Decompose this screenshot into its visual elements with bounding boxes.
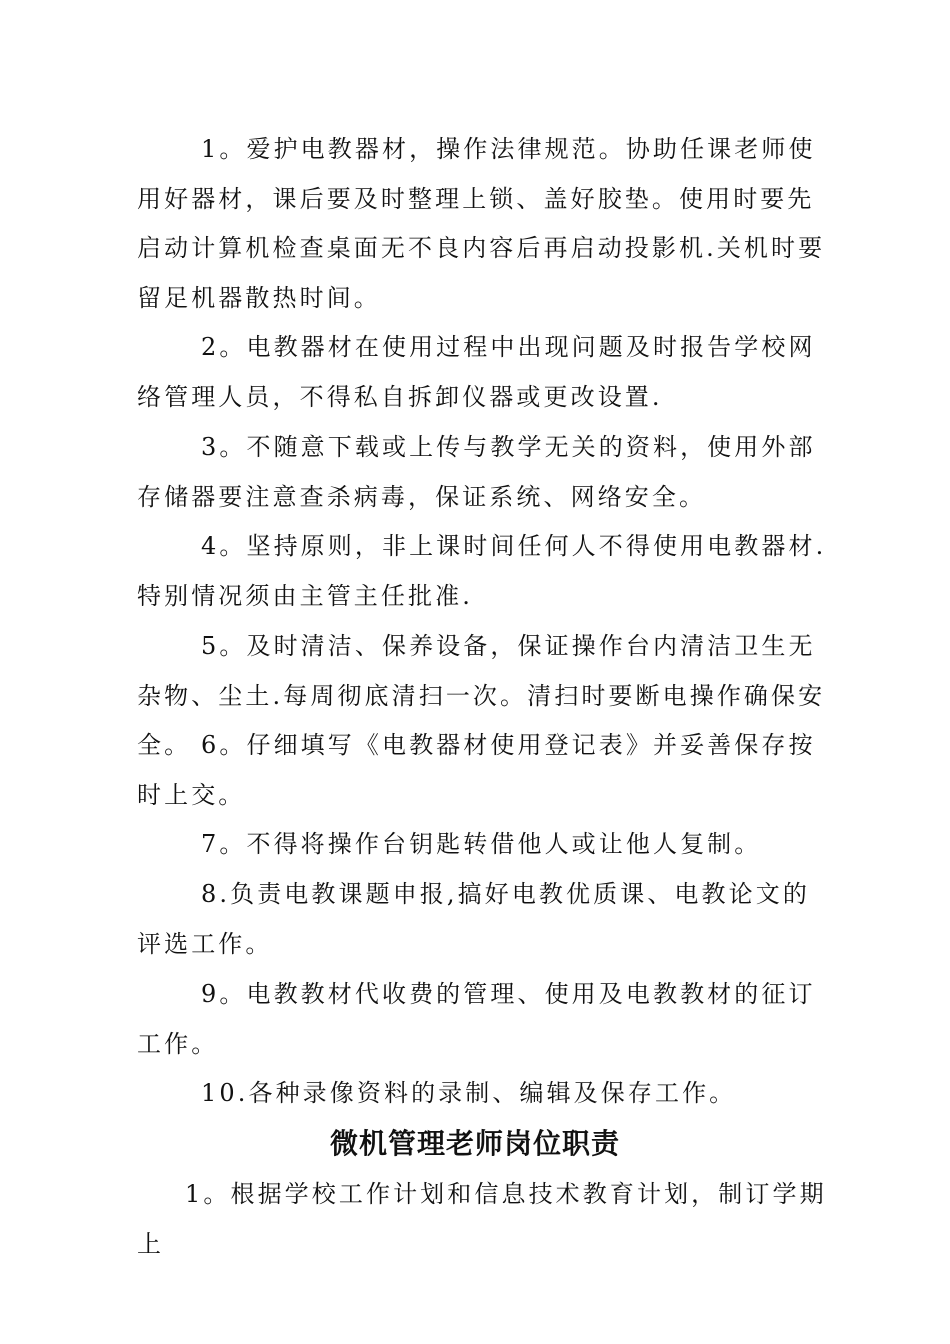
paragraph-4: 4。坚持原则，非上课时间任何人不得使用电教器材.特别情况须由主管主任批准. (137, 532, 827, 610)
section-paragraph-1: 1。根据学校工作计划和信息技术教育计划，制订学期上 (137, 1180, 827, 1258)
section-heading: 微机管理老师岗位职责 (329, 1127, 620, 1160)
paragraph-8: 8.负责电教课题申报,搞好电教优质课、电教论文的评选工作。 (137, 880, 810, 958)
paragraph-9: 9。电教教材代收费的管理、使用及电教教材的征订工作。 (137, 980, 816, 1058)
paragraph-3: 3。不随意下载或上传与教学无关的资料，使用外部存储器要注意查杀病毒，保证系统、网络安全。 (137, 433, 816, 511)
paragraph-7: 7。不得将操作台钥匙转借他人或让他人复制。 (201, 830, 762, 858)
paragraph-10: 10.各种录像资料的录制、编辑及保存工作。 (201, 1079, 737, 1107)
paragraph-2: 2。电教器材在使用过程中出现问题及时报告学校网络管理人员，不得私自拆卸仪器或更改设置. (137, 333, 816, 411)
paragraph-1: 1。爱护电教器材，操作法律规范。协助任课老师使用好器材，课后要及时整理上锁、盖好胶垫。使用时要先启动计算机检查桌面无不良内容后再启动投影机.关机时要留足机器散热时间。 (137, 135, 826, 312)
paragraph-5: 5。及时清洁、保养设备，保证操作台内清洁卫生无杂物、尘土.每周彻底清扫一次。清扫时要断电操作确保安全。 (137, 632, 826, 759)
paragraph-6: 6。仔细填写《电教器材使用登记表》并妥善保存按时上交。 (137, 731, 816, 809)
